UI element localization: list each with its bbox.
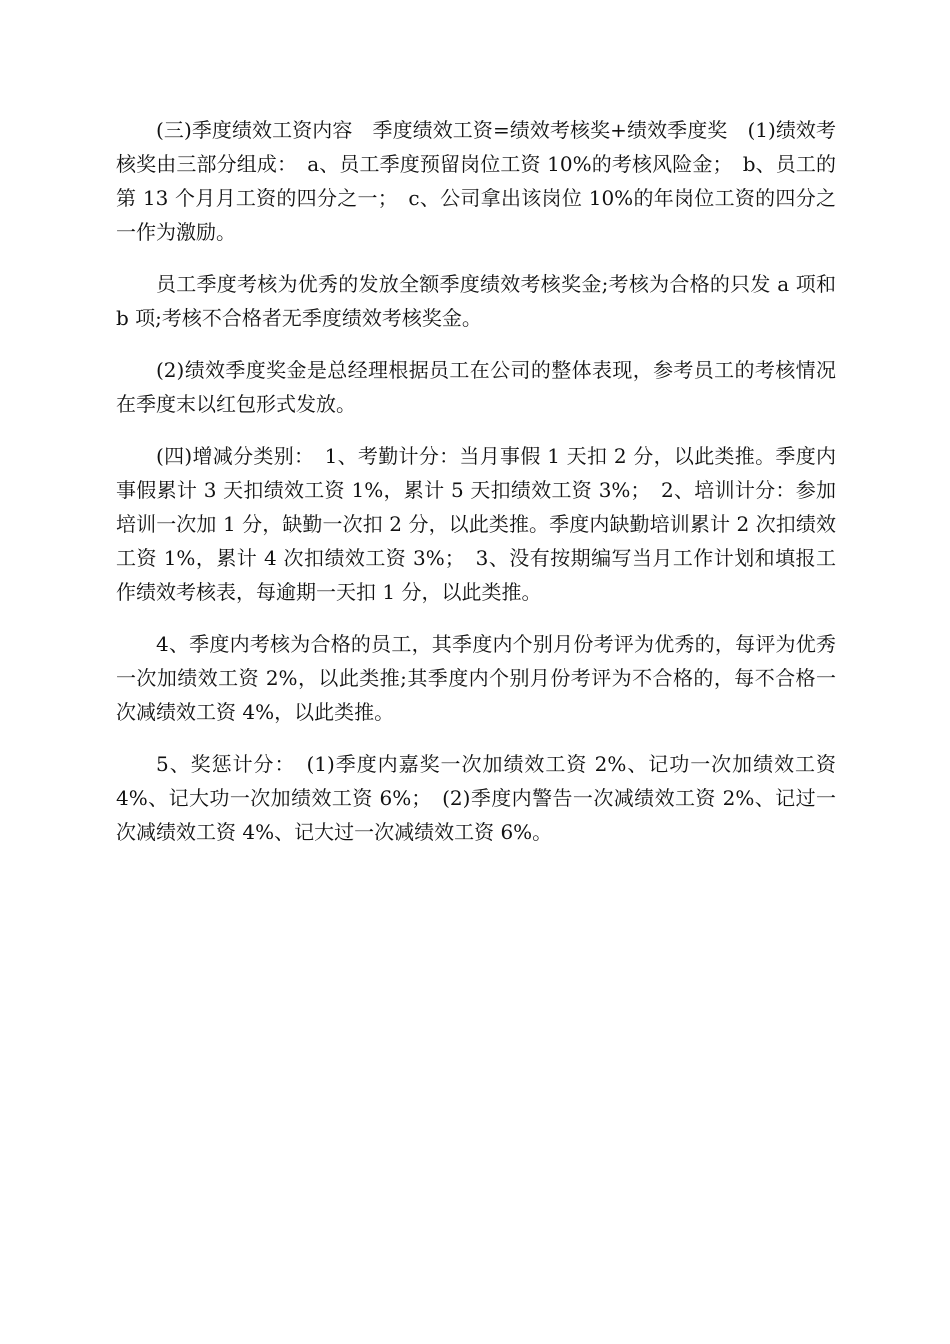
paragraph-quarterly-bonus: (2)绩效季度奖金是总经理根据员工在公司的整体表现，参考员工的考核情况在季度末以红包形式发放。 <box>116 358 836 416</box>
paragraph-bonus-grading: 员工季度考核为优秀的发放全额季度绩效考核奖金;考核为合格的只发 a 项和 b 项;考核不合格者无季度绩效考核奖金。 <box>116 272 836 330</box>
paragraph-rewards-penalties: 5、奖惩计分： (1)季度内嘉奖一次加绩效工资 2%、记功一次加绩效工资 4%、记大功一次加绩效工资 6%； (2)季度内警告一次减绩效工资 2%、记过一次减绩效工资 4%、记大过一次减绩效工资 6%。 <box>116 752 836 844</box>
paragraph-monthly-evaluation: 4、季度内考核为合格的员工，其季度内个别月份考评为优秀的，每评为优秀一次加绩效工资 2%，以此类推;其季度内个别月份考评为不合格的，每不合格一次减绩效工资 4%，以此类推。 <box>116 632 836 724</box>
document-body <box>116 113 836 867</box>
paragraph-score-categories: (四)增减分类别： 1、考勤计分：当月事假 1 天扣 2 分，以此类推。季度内事假累计 3 天扣绩效工资 1%，累计 5 天扣绩效工资 3%； 2、培训计分：参加培训一次加 1 分，缺勤一次扣 2 分，以此类推。季度内缺勤培训累计 2 次扣绩效工资 1%，累计 4 次扣绩效工资 3%； 3、没有按期编写当月工作计划和填报工作绩效考核表，每逾期一天扣 1 分，以此类推。 <box>116 444 836 604</box>
paragraph-quarterly-pay: (三)季度绩效工资内容 季度绩效工资=绩效考核奖+绩效季度奖 (1)绩效考核奖由三部分组成： a、员工季度预留岗位工资 10%的考核风险金； b、员工的第 13 个月月工资的四分之一； c、公司拿出该岗位 10%的年岗位工资的四分之一作为激励。 <box>116 118 836 244</box>
